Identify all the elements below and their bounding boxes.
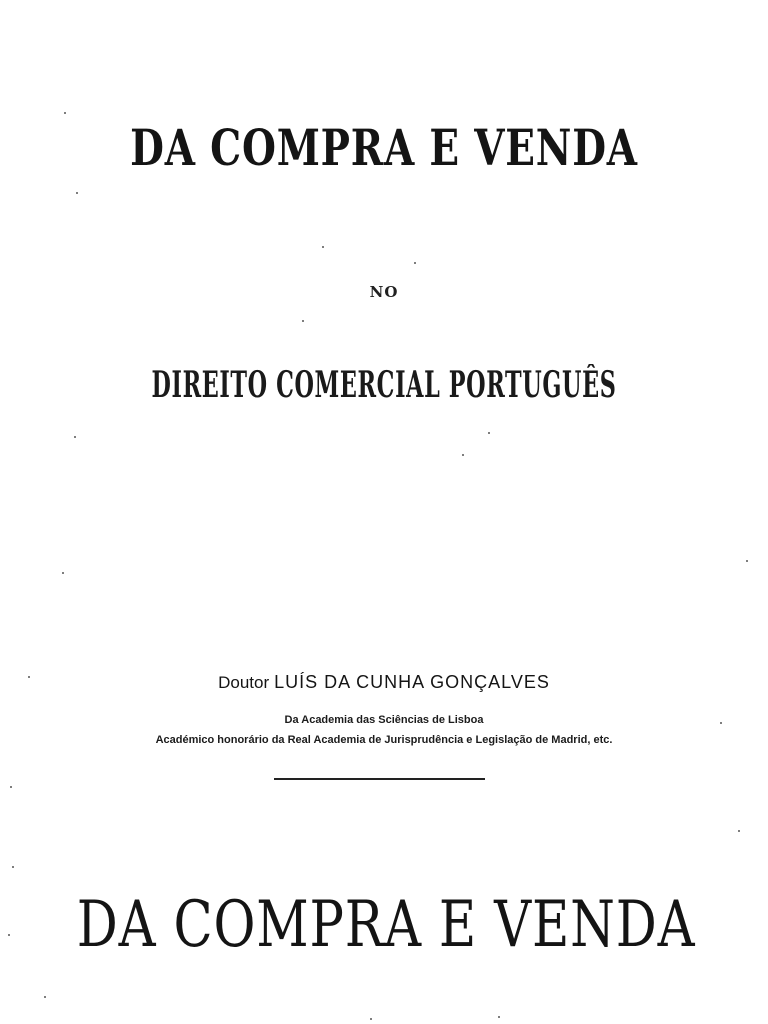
scan-speck — [12, 866, 14, 868]
scan-speck — [10, 786, 12, 788]
scan-speck — [62, 572, 64, 574]
subtitle: DIREITO COMERCIAL PORTUGUÊS — [151, 364, 617, 406]
scan-speck — [302, 320, 304, 322]
affiliation-2: Académico honorário da Real Academia de Jurisprudência e Legislação de Madrid, etc. — [155, 734, 613, 746]
affiliation-1: Da Academia das Sciências de Lisboa — [284, 714, 484, 726]
scan-speck — [414, 262, 416, 264]
scan-speck — [322, 246, 324, 248]
scan-speck — [8, 934, 10, 936]
horizontal-rule — [274, 778, 485, 780]
scan-speck — [64, 112, 66, 114]
scan-speck — [738, 830, 740, 832]
scan-speck — [44, 996, 46, 998]
connector-word: NO — [369, 283, 399, 301]
author-prefix: Doutor — [218, 673, 270, 692]
main-title: DA COMPRA E VENDA — [130, 118, 638, 177]
scan-speck — [462, 454, 464, 456]
scan-speck — [370, 1018, 372, 1020]
scan-speck — [498, 1016, 500, 1018]
scan-speck — [76, 192, 78, 194]
author-line — [0, 672, 768, 693]
scan-speck — [488, 432, 490, 434]
author-name: LUÍS DA CUNHA GONÇALVES — [274, 672, 550, 692]
repeated-title: DA COMPRA E VENDA — [76, 888, 696, 962]
scan-speck — [74, 436, 76, 438]
scan-speck — [746, 560, 748, 562]
scan-speck — [28, 676, 30, 678]
scan-speck — [720, 722, 722, 724]
